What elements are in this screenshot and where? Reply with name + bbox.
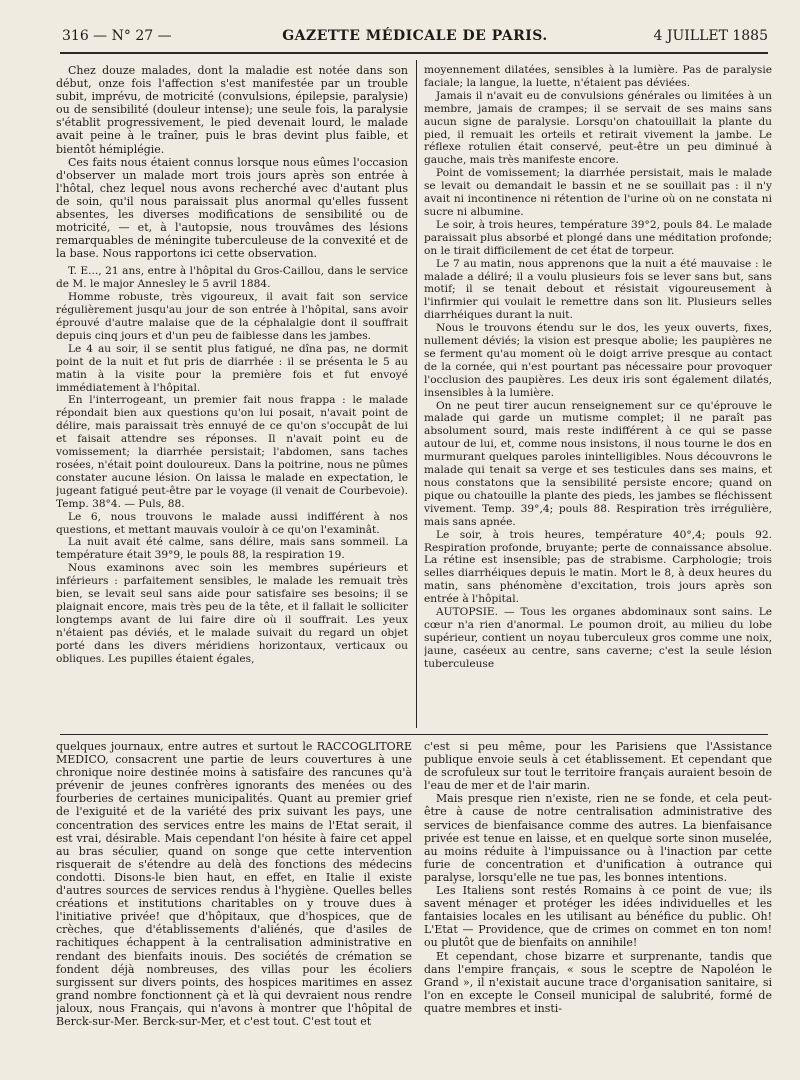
page-number: 316 — N° 27 — bbox=[62, 28, 172, 44]
paragraph: Les Italiens sont restés Romains à ce point de vue; ils savent ménager et protéger les idées individuelles et les fantaisies locales en les utilisant au bénéfice du public. Oh! L'Etat — Providence, que de crimes on commet en ton nom! ou plutôt que de bienfaits on annihile! bbox=[424, 884, 772, 950]
case-paragraph: Le soir, à trois heures, température 39°2, pouls 84. Le malade paraissait plus absorbé et plongé dans une méditation profonde; on le tirait difficilement de cet état de torpeur. bbox=[424, 218, 772, 257]
case-paragraph: Le soir, à trois heures, température 40°,4; pouls 92. Respiration profonde, bruyante; perte de connaissance absolue. La rétine est insensible; pas de strabisme. Carphologie; trois selles diarrhéiques depuis le matin. Mort le 8, à deux heures du matin, sans phénomène d'excitation, trois jours après son entrée à l'hôpital. bbox=[424, 528, 772, 606]
journal-title: GAZETTE MÉDICALE DE PARIS. bbox=[282, 28, 548, 44]
paragraph: quelques journaux, entre autres et surtout le RACCOGLITORE MEDICO, consacrent une partie de leurs couvertures à une chronique noire destinée moins à satisfaire des rancunes qu'à prévenir de jeunes confrères ignorants des menées ou des fourberies de certaines municipalités. Quant au premier grief de l'exiguité et de la variété des prix suivant les pays, une concentration des services entre les mains de l'Etat serait, il est vrai, désirable. Mais cependant l'on hésite à faire cet appel au bras séculier, quand on songe que cette intervention risquerait de s'étendre au delà des fonctions des médecins condotti. Disons-le bien haut, en effet, en Italie il existe d'autres sources de services rendus à l'hygiène. Quelles belles créations et institutions charitables on y trouve dues à l'initiative privée! que d'hôpitaux, que d'hospices, que de crèches, que d'établissements d'aliénés, que d'asiles de rachitiques échappent à la centralisation administrative en rendant des bienfaits inouis. Des sociétés de crémation se fondent déjà nombreuses, des villas pour les écoliers surgissent sur divers points, des hospices maritimes en assez grand nombre fonctionnent çà et là qui devraient nous rendre jaloux, nous Français, qui n'avons à montrer que l'hôpital de Berck-sur-Mer. Berck-sur-Mer, et c'est tout. C'est tout et bbox=[56, 740, 412, 1028]
column-right-upper bbox=[424, 64, 772, 728]
autopsy-paragraph: AUTOPSIE. — Tous les organes abdominaux sont sains. Le cœur n'a rien d'anormal. Le poumon droit, au milieu du lobe supérieur, contient un noyau tuberculeux gros comme une noix, jaune, caséeux au centre, sans caverne; c'est la seule lésion tuberculeuse bbox=[424, 606, 772, 670]
header-rule bbox=[60, 52, 768, 54]
paragraph: Et cependant, chose bizarre et surprenante, tandis que dans l'empire français, « sous le sceptre de Napoléon le Grand », il n'existait aucune trace d'organisation sanitaire, si l'on en excepte le Conseil municipal de salubrité, formé de quatre membres et insti- bbox=[424, 949, 772, 1015]
column-right-lower bbox=[424, 740, 772, 1076]
case-paragraph: T. E..., 21 ans, entre à l'hôpital du Gros-Caillou, dans le service de M. le major Annesley le 5 avril 1884. bbox=[56, 265, 408, 291]
case-paragraph: Homme robuste, très vigoureux, il avait fait son service régulièrement jusqu'au jour de son entrée à l'hôpital, sans avoir éprouvé d'autre malaise que de la céphalalgie dont il souffrait depuis cinq jours et d'un peu de faiblesse dans les jambes. bbox=[56, 291, 408, 342]
issue-date: 4 JUILLET 1885 bbox=[653, 28, 768, 44]
case-paragraph: Le 7 au matin, nous apprenons que la nuit a été mauvaise : le malade a déliré; il a voulu plusieurs fois se lever sans but, sans motif; il se tenait debout et résistait vigoureusement à l'infirmier qui voulait le remettre dans son lit. Plusieurs selles diarrhéiques durant la nuit. bbox=[424, 257, 772, 322]
paragraph: c'est si peu même, pour les Parisiens que l'Assistance publique envoie seuls à cet établissement. Et cependant que de scrofuleux sur tout le territoire français auraient besoin de l'eau de mer et de l'air marin. bbox=[424, 740, 772, 793]
case-paragraph: La nuit avait été calme, sans délire, mais sans sommeil. La température était 39°9, le pouls 88, la respiration 19. bbox=[56, 536, 408, 562]
column-left-upper bbox=[56, 64, 408, 728]
column-divider bbox=[416, 60, 417, 728]
case-paragraph: Nous examinons avec soin les membres supérieurs et inférieurs : parfaitement sensibles, le malade les remuait très bien, se levait seul sans aide pour satisfaire ses besoins; il se plaignait encore, mais très peu de la tête, et il fallait le solliciter longtemps avant de lui faire dire où il souffrait. Les yeux n'étaient pas déviés, et le malade suivait du regard un objet porté dans les divers méridiens horizontaux, verticaux ou obliques. Les pupilles étaient égales, bbox=[56, 562, 408, 665]
case-paragraph: Le 4 au soir, il se sentit plus fatigué, ne dîna pas, ne dormit point de la nuit et fut pris de diarrhée : il se présenta le 5 au matin à la visite pour la première fois et fut envoyé immédiatement à l'hôpital. bbox=[56, 342, 408, 394]
paragraph: Chez douze malades, dont la maladie est notée dans son début, onze fois l'affection s'est manifestée par un trouble subit, imprévu, de motricité (convulsions, épilepsie, paralysie) ou de sensibilité (douleur intense); une seule fois, la paralysie s'établit progressivement, le pied devenait lourd, le malade avait peine à le traîner, puis le bras devint plus faible, et bientôt hémiplégie. bbox=[56, 64, 408, 156]
case-paragraph: En l'interrogeant, un premier fait nous frappa : le malade répondait bien aux questions qu'on lui posait, n'avait point de délire, mais paraissait très ennuyé de ce qu'on s'occupât de lui et faisait attendre ses réponses. Il n'avait point eu de vomissement; la diarrhée persistait; l'abdomen, sans taches rosées, n'était point douloureux. Dans la poitrine, nous ne pûmes constater aucune lésion. On laissa le malade en expectation, le jugeant fatigué peut-être par le voyage (il venait de Courbevoie). Temp. 38°4. — Puls, 88. bbox=[56, 394, 408, 510]
case-paragraph: Nous le trouvons étendu sur le dos, les yeux ouverts, fixes, nullement déviés; la vision est presque abolie; les paupières ne se ferment qu'au moment où le doigt arrive presque au contact de la cornée, qui n'est pourtant pas nécessaire pour provoquer l'occlusion des paupières. Les deux iris sont également dilatés, insensibles à la lumière. bbox=[424, 322, 772, 399]
case-paragraph: Point de vomissement; la diarrhée persistait, mais le malade se levait ou demandait le bassin et ne se souillait pas : il n'y avait ni incontinence ni rétention de l'urine où on ne constata ni sucre ni albumine. bbox=[424, 167, 772, 218]
case-paragraph: Jamais il n'avait eu de convulsions générales ou limitées à un membre, jamais de crampes; il se servait de ses mains sans aucun signe de paralysie. Lorsqu'on chatouillait la plante du pied, il remuait les orteils et retirait vivement la jambe. Le réflexe rotulien était conservé, peut-être un peu diminué à gauche, mais très manifeste encore. bbox=[424, 89, 772, 167]
paragraph: Ces faits nous étaient connus lorsque nous eûmes l'occasion d'observer un malade mort trois jours après son entrée à l'hôtal, chez lequel nous avons recherché avec d'autant plus de soin, qu'il nous paraissait plus anormal qu'elles fussent absentes, les diverses modifications de sensibilité ou de motricité, — et, à l'autopsie, nous trouvâmes des lésions remarquables de méningite tuberculeuse de la convexité et de la base. Nous rapportons ici cette observation. bbox=[56, 155, 408, 261]
case-paragraph: On ne peut tirer aucun renseignement sur ce qu'éprouve le malade qui garde un mutisme complet; il ne paraît pas absolument sourd, mais reste indifférent à ce qui se passe autour de lui, et, comme nous insistons, il nous tourne le dos en murmurant quelques paroles inintelligibles. Nous découvrons le malade qui tenait sa verge et ses testicules dans ses mains, et nous constatons que la sensibilité persiste encore; quand on pique ou chatouille la plante des pieds, les jambes se fléchissent vivement. Temp. 39°,4; pouls 88. Respiration très irrégulière, mais sans apnée. bbox=[424, 399, 772, 528]
column-left-lower bbox=[56, 740, 412, 1076]
section-rule bbox=[60, 734, 768, 735]
case-paragraph: moyennement dilatées, sensibles à la lumière. Pas de paralysie faciale; la langue, la luette, n'étaient pas déviées. bbox=[424, 64, 772, 89]
paragraph: Mais presque rien n'existe, rien ne se fonde, et cela peut-être à cause de notre centralisation administrative des services de bienfaisance comme des autres. La bienfaisance privée est tenue en laisse, et en quelque sorte sinon muselée, au moins réduite à l'impuissance ou à l'inaction par cette furie de concentration et d'unification à outrance qui paralyse, lorsqu'elle ne tue pas, les bonnes intentions. bbox=[424, 792, 772, 884]
running-head bbox=[62, 24, 768, 48]
case-paragraph: Le 6, nous trouvons le malade aussi indifférent à nos questions, et mettant mauvais vouloir à ce qu'on l'examinât. bbox=[56, 510, 408, 536]
